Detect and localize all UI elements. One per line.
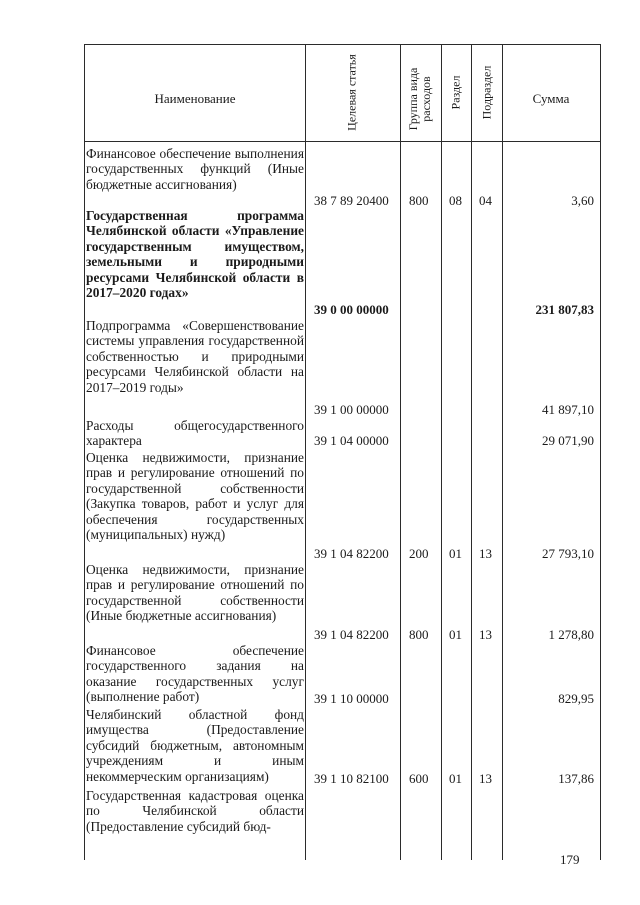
row-sum: 41 897,10 [542, 402, 594, 417]
row-name: Оценка недвижимости, признание прав и регулирование отношений по государственной собственности (Иные бюджетные ассигнования) [86, 562, 304, 624]
row-name: Финансовое обеспечение государственного задания на оказание государственных услуг (выполнение работ) [86, 643, 304, 705]
header-name: Наименование [154, 91, 236, 106]
row-name: Челябинский областной фонд имущества (Предоставление субсидий бюджетным, автономным учреждениям и иным некоммерческим организациям) [86, 707, 304, 784]
row-sum: 3,60 [571, 193, 594, 208]
row-target-article: 39 1 04 00000 [314, 433, 389, 448]
row-section: 08 [449, 193, 462, 208]
row-sum: 137,86 [558, 771, 594, 786]
row-expense-group: 800 [409, 627, 429, 642]
row-name: Расходы общегосударственного характера [86, 418, 304, 449]
row-sum: 1 278,80 [548, 627, 594, 642]
row-subsection: 13 [479, 546, 492, 561]
header-expense-group: Группа вида расходов [406, 67, 433, 131]
page-number: 179 [560, 852, 580, 867]
row-sum: 27 793,10 [542, 546, 594, 561]
row-expense-group: 200 [409, 546, 429, 561]
row-sum: 29 071,90 [542, 433, 594, 448]
row-section: 01 [449, 627, 462, 642]
column-divider-3 [400, 44, 401, 860]
header-subsection: Подраздел [479, 65, 494, 120]
row-name: Государственная программа Челябинской области «Управление государственным имуществом, земельными и природными ресурсами Челябинской области в 2017–2020 годах» [86, 208, 304, 301]
row-subsection: 13 [479, 771, 492, 786]
row-target-article: 39 1 00 00000 [314, 402, 389, 417]
column-divider-5 [471, 44, 472, 860]
row-target-article: 39 1 04 82200 [314, 627, 389, 642]
row-target-article: 39 0 00 00000 [314, 302, 389, 317]
column-divider-7 [600, 44, 601, 860]
row-expense-group: 800 [409, 193, 429, 208]
row-name: Оценка недвижимости, признание прав и регулирование отношений по государственной собственности (Закупка товаров, работ и услуг для обеспечения государственных (муниципальных) нужд) [86, 450, 304, 543]
header-section: Раздел [448, 75, 463, 110]
header-target-article: Целевая статья [344, 54, 359, 131]
column-divider-4 [441, 44, 442, 860]
row-target-article: 39 1 10 00000 [314, 691, 389, 706]
row-sum: 829,95 [558, 691, 594, 706]
row-name: Подпрограмма «Совершенствование системы управления государственной собственностью и природными ресурсами Челябинской области на 2017–2019 годы» [86, 318, 304, 395]
row-subsection: 13 [479, 627, 492, 642]
column-divider-1 [84, 44, 85, 860]
row-section: 01 [449, 771, 462, 786]
row-sum: 231 807,83 [535, 302, 594, 317]
table-top-border [84, 44, 600, 45]
column-divider-2 [305, 44, 306, 860]
row-name: Финансовое обеспечение выполнения государственных функций (Иные бюджетные ассигнования) [86, 146, 304, 192]
row-section: 01 [449, 546, 462, 561]
row-target-article: 38 7 89 20400 [314, 193, 389, 208]
row-subsection: 04 [479, 193, 492, 208]
column-divider-6 [502, 44, 503, 860]
row-expense-group: 600 [409, 771, 429, 786]
header-bottom-border [84, 141, 600, 142]
header-sum: Сумма [532, 91, 570, 106]
row-name: Государственная кадастровая оценка по Челябинской области (Предоставление субсидий бюд- [86, 788, 304, 834]
row-target-article: 39 1 10 82100 [314, 771, 389, 786]
row-target-article: 39 1 04 82200 [314, 546, 389, 561]
